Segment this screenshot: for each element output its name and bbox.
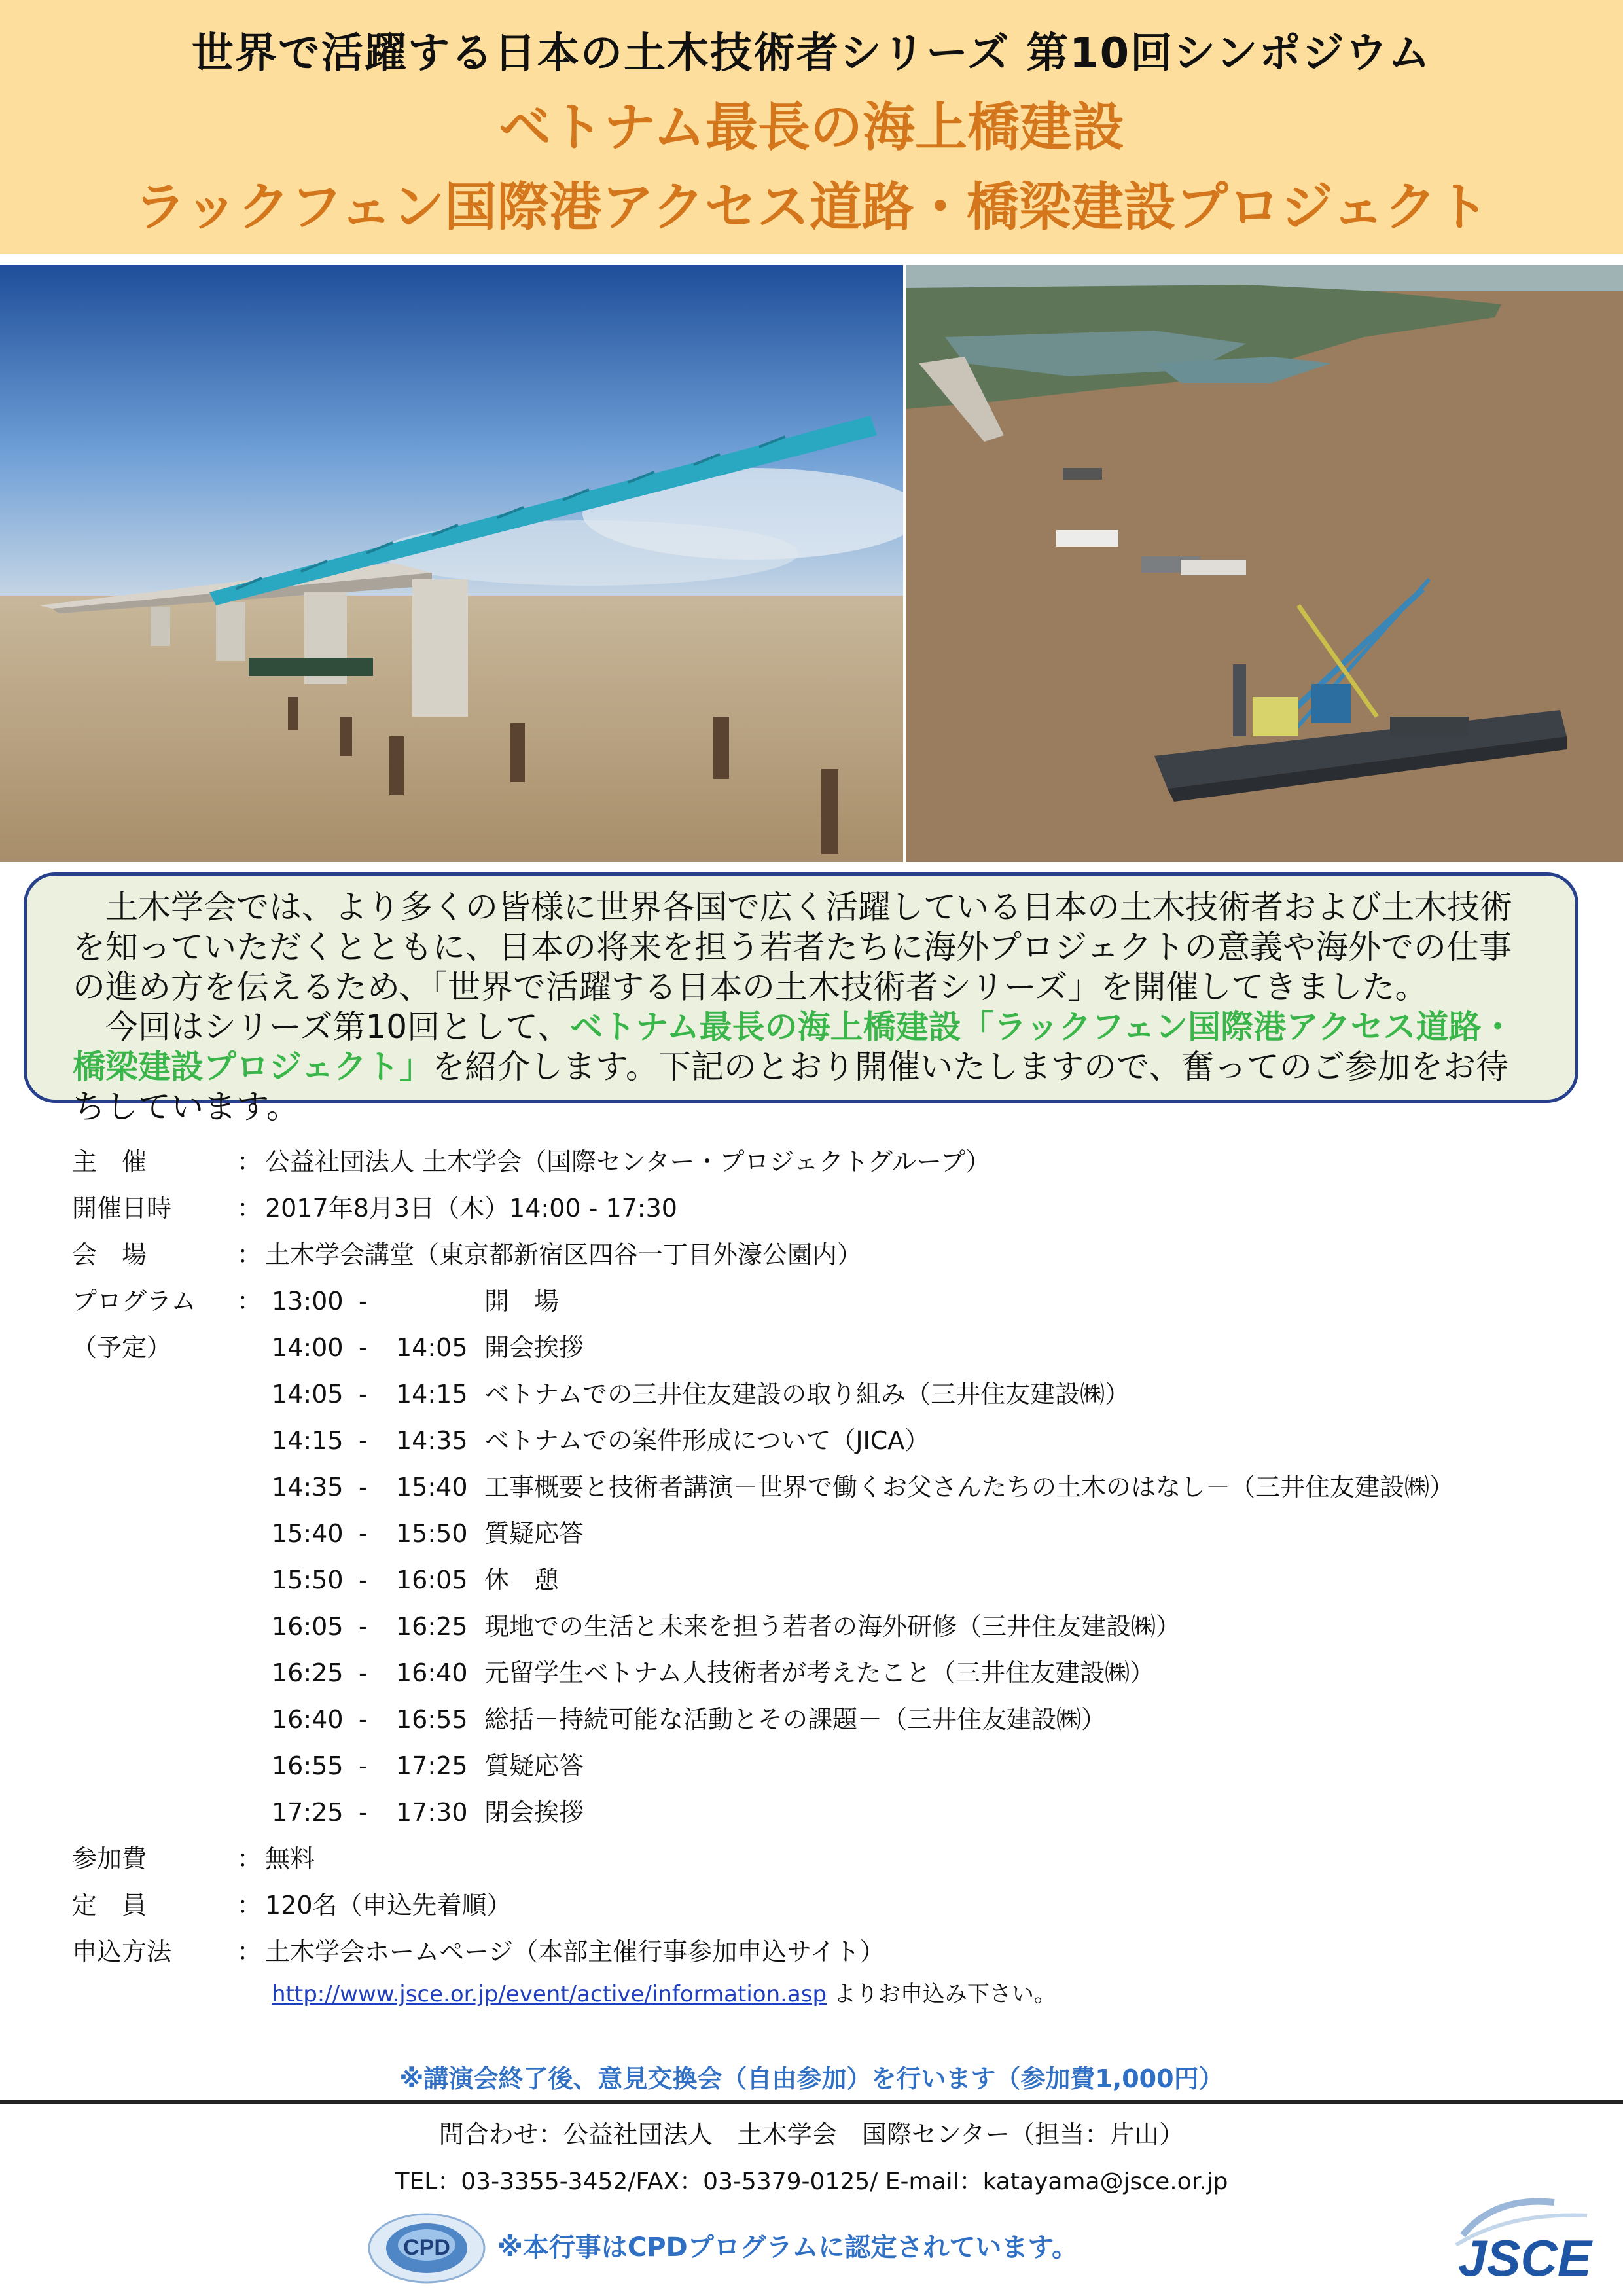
- program-item: 総括－持続可能な活動とその課題－（三井住友建設㈱）: [484, 1705, 1107, 1734]
- apply-label: 申込方法: [72, 1937, 172, 1966]
- colon: ：: [237, 1194, 262, 1223]
- program-dash: -: [359, 1751, 368, 1780]
- cpd-notice: ※本行事はCPDプログラムに認定されています。: [497, 2233, 1079, 2263]
- program-dash: -: [359, 1705, 368, 1734]
- program-start: 17:25: [272, 1798, 344, 1827]
- intro-highlight: ベトナム最長の海上橋建設「ラックフェン国際港アクセス道路・橋梁建設プロジェクト」: [73, 1008, 1514, 1086]
- program-start: 14:35: [272, 1473, 344, 1501]
- intro-paragraph-2: [73, 1007, 1529, 1127]
- cpd-logo-icon: [366, 2209, 488, 2287]
- event-subtitle: ラックフェン国際港アクセス道路・橋梁建設プロジェクト: [134, 177, 1489, 238]
- capacity-value: 120名（申込先着順）: [265, 1891, 512, 1920]
- divider: [0, 2100, 1623, 2104]
- cpd-logo-text: CPD: [403, 2235, 450, 2260]
- program-start: 14:15: [272, 1426, 344, 1455]
- event-title: ベトナム最長の海上橋建設: [499, 97, 1124, 158]
- venue-value: 土木学会講堂（東京都新宿区四谷一丁目外濠公園内）: [265, 1240, 863, 1269]
- program-item: ベトナムでの案件形成について（JICA）: [484, 1426, 930, 1455]
- colon: ：: [237, 1891, 262, 1920]
- aerial-construction-photo: [906, 265, 1623, 862]
- jsce-logo-text: JSCE: [1458, 2229, 1592, 2287]
- program-end: 15:50: [396, 1519, 468, 1548]
- venue-label: 会 場: [72, 1240, 147, 1269]
- program-dash: -: [359, 1287, 368, 1316]
- series-title: 世界で活躍する日本の土木技術者シリーズ 第10回シンポジウム: [192, 29, 1431, 78]
- apply-suffix: よりお申込み下さい。: [833, 1981, 1056, 2007]
- program-end: 15:40: [396, 1473, 468, 1501]
- program-dash: -: [359, 1426, 368, 1455]
- program-item: ベトナムでの三井住友建設の取り組み（三井住友建設㈱）: [484, 1380, 1130, 1408]
- apply-url-wrap: [272, 1975, 1056, 2014]
- intro-text-post: を紹介します。下記のとおり開催いたしますので、奮ってのご参加をお待ちしています。: [73, 1048, 1508, 1126]
- program-dash: -: [359, 1473, 368, 1501]
- jsce-logo: [1436, 2189, 1607, 2287]
- program-end: 14:05: [396, 1333, 468, 1362]
- program-item: 質疑応答: [484, 1751, 584, 1780]
- program-start: 15:40: [272, 1519, 344, 1548]
- program-item: 質疑応答: [484, 1519, 584, 1548]
- program-start: 15:50: [272, 1566, 344, 1594]
- colon: ：: [237, 1240, 262, 1269]
- colon: ：: [237, 1147, 262, 1176]
- reception-notice: ※講演会終了後、意見交換会（自由参加）を行います（参加費1,000円）: [399, 2064, 1224, 2093]
- program-end: 17:30: [396, 1798, 468, 1827]
- program-end: 14:35: [396, 1426, 468, 1455]
- program-end: 16:55: [396, 1705, 468, 1734]
- program-dash: -: [359, 1380, 368, 1408]
- program-start: 14:00: [272, 1333, 344, 1362]
- program-label: プログラム: [72, 1287, 196, 1316]
- program-item: 閉会挨拶: [484, 1798, 584, 1827]
- date-value: 2017年8月3日（木）14:00 - 17:30: [265, 1194, 677, 1223]
- organizer-value: 公益社団法人 土木学会（国際センター・プロジェクトグループ）: [265, 1147, 991, 1176]
- program-end: 16:05: [396, 1566, 468, 1594]
- program-dash: -: [359, 1519, 368, 1548]
- program-item: 現地での生活と未来を担う若者の海外研修（三井住友建設㈱）: [484, 1612, 1181, 1641]
- program-item: 開 場: [484, 1287, 560, 1316]
- program-item: 元留学生ベトナム人技術者が考えたこと（三井住友建設㈱）: [484, 1659, 1155, 1687]
- intro-paragraph-1: 土木学会では、より多くの皆様に世界各国で広く活躍している日本の土木技術者および土木技術を知っていただくとともに、日本の将来を担う若者たちに海外プロジェクトの意義や海外での仕事の進め方を伝えるため、「世界で活躍する日本の土木技術者シリーズ」を開催してきました。: [73, 888, 1512, 1006]
- program-start: 14:05: [272, 1380, 344, 1408]
- program-start: 16:55: [272, 1751, 344, 1780]
- intro-text-pre: 今回はシリーズ第10回として、: [105, 1008, 571, 1046]
- program-dash: -: [359, 1566, 368, 1594]
- program-end: 14:15: [396, 1380, 468, 1408]
- program-item: 休 憩: [484, 1566, 560, 1594]
- apply-value: 土木学会ホームページ（本部主催行事参加申込サイト）: [265, 1937, 885, 1966]
- header-banner: [0, 0, 1623, 254]
- program-start: 13:00: [272, 1287, 344, 1316]
- program-dash: -: [359, 1798, 368, 1827]
- program-dash: -: [359, 1612, 368, 1641]
- program-end: 16:40: [396, 1659, 468, 1687]
- fee-label: 参加費: [72, 1844, 147, 1873]
- organizer-label: 主 催: [72, 1147, 147, 1176]
- registration-link[interactable]: http://www.jsce.or.jp/event/active/information.asp: [272, 1981, 827, 2007]
- program-end: 16:25: [396, 1612, 468, 1641]
- intro-box: [24, 872, 1578, 1126]
- colon: ：: [237, 1937, 262, 1966]
- program-dash: -: [359, 1659, 368, 1687]
- program-end: 17:25: [396, 1751, 468, 1780]
- date-label: 開催日時: [72, 1194, 172, 1223]
- program-dash: -: [359, 1333, 368, 1362]
- program-sub-label: （予定）: [72, 1333, 172, 1362]
- program-item: 開会挨拶: [484, 1333, 584, 1362]
- program-start: 16:05: [272, 1612, 344, 1641]
- bridge-photo: [0, 265, 903, 862]
- colon: ：: [237, 1844, 262, 1873]
- fee-value: 無料: [265, 1844, 315, 1873]
- contact-details: TEL：03-3355-3452/FAX：03-5379-0125/ E-mail：katayama@jsce.or.jp: [395, 2168, 1228, 2195]
- contact-line: 問合わせ：公益社団法人 土木学会 国際センター（担当：片山）: [438, 2120, 1185, 2149]
- program-start: 16:25: [272, 1659, 344, 1687]
- capacity-label: 定 員: [72, 1891, 147, 1920]
- program-item: 工事概要と技術者講演－世界で働くお父さんたちの土木のはなし－（三井住友建設㈱）: [484, 1473, 1455, 1501]
- program-start: 16:40: [272, 1705, 344, 1734]
- colon: ：: [237, 1287, 262, 1316]
